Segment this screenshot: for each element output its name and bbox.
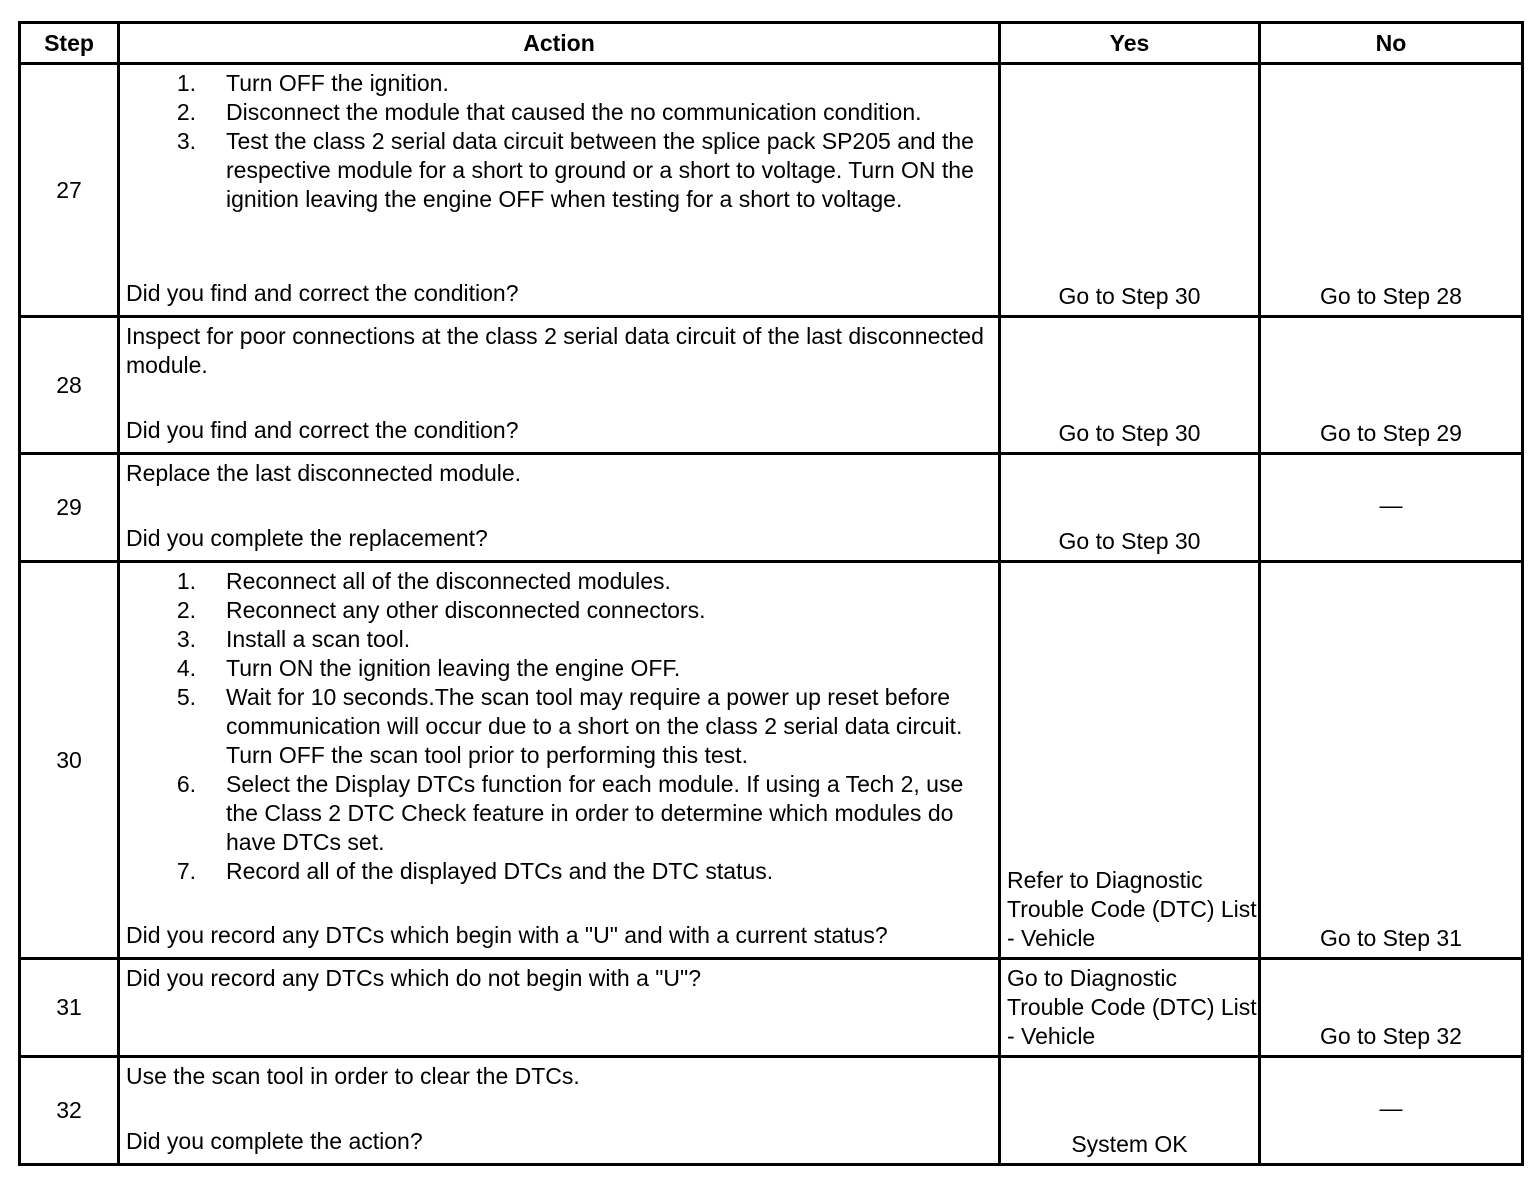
list-item: 4. Turn ON the ignition leaving the engine OFF. — [176, 655, 681, 681]
question: Did you record any DTCs which begin with a "U" and with a current status? — [126, 922, 888, 948]
step-number: 30 — [20, 562, 119, 959]
action-cell — [119, 454, 1000, 562]
header-yes: Yes — [1000, 23, 1260, 64]
step-number: 29 — [20, 454, 119, 562]
action-cell — [119, 64, 1000, 317]
action-text: Replace the last disconnected module. — [126, 460, 522, 486]
list-item: 1. Reconnect all of the disconnected modules. — [176, 568, 671, 594]
action-text: Inspect for poor connections at the class 2 serial data circuit of the last disconnected module. — [126, 323, 984, 378]
yes-result: Go to Step 30 — [1000, 454, 1260, 562]
yes-result: Refer to Diagnostic Trouble Code (DTC) List - Vehicle — [1000, 562, 1260, 959]
table-row — [20, 64, 1523, 317]
yes-result: Go to Step 30 — [1000, 317, 1260, 454]
question: Did you complete the replacement? — [126, 525, 488, 551]
step-number: 32 — [20, 1057, 119, 1165]
list-item: 1. Turn OFF the ignition. — [176, 70, 449, 96]
no-result: Go to Step 31 — [1260, 562, 1523, 959]
action-cell — [119, 562, 1000, 959]
list-item: 2. Reconnect any other disconnected connectors. — [176, 597, 706, 623]
no-result: Go to Step 32 — [1260, 959, 1523, 1057]
action-steps — [126, 567, 990, 886]
table-row — [20, 959, 1523, 1057]
step-number: 31 — [20, 959, 119, 1057]
no-result: — — [1260, 1057, 1523, 1165]
header-step: Step — [20, 23, 119, 64]
action-cell — [119, 317, 1000, 454]
header-row — [20, 23, 1523, 64]
step-number: 27 — [20, 64, 119, 317]
action-text: Did you record any DTCs which do not begin with a "U"? — [126, 965, 701, 991]
list-item: 2. Disconnect the module that caused the no communication condition. — [176, 99, 922, 125]
yes-result: Go to Step 30 — [1000, 64, 1260, 317]
header-no: No — [1260, 23, 1523, 64]
table-row — [20, 454, 1523, 562]
no-result: Go to Step 28 — [1260, 64, 1523, 317]
yes-result: Go to Diagnostic Trouble Code (DTC) List - Vehicle — [1000, 959, 1260, 1057]
list-item: 6. Select the Display DTCs function for each module. If using a Tech 2, use the Class 2 DTC Check feature in order to determine which modules do have DTCs set. — [176, 771, 964, 855]
action-cell — [119, 1057, 1000, 1165]
list-item: 3. Install a scan tool. — [176, 626, 411, 652]
no-result: — — [1260, 454, 1523, 562]
table-row — [20, 317, 1523, 454]
table-row — [20, 1057, 1523, 1165]
question: Did you find and correct the condition? — [126, 417, 519, 443]
no-result: Go to Step 29 — [1260, 317, 1523, 454]
step-number: 28 — [20, 317, 119, 454]
header-action: Action — [119, 23, 1000, 64]
question: Did you find and correct the condition? — [126, 280, 519, 306]
list-item: 3. Test the class 2 serial data circuit between the splice pack SP205 and the respective module for a short to ground or a short to voltage. Turn ON the ignition leaving the engine OFF when testing for a short to voltage. — [176, 128, 974, 212]
yes-result: System OK — [1000, 1057, 1260, 1165]
diagnostic-table — [18, 21, 1524, 1166]
action-steps — [126, 69, 990, 214]
list-item: 7. Record all of the displayed DTCs and the DTC status. — [176, 858, 774, 884]
question: Did you complete the action? — [126, 1128, 423, 1154]
action-cell — [119, 959, 1000, 1057]
action-text: Use the scan tool in order to clear the DTCs. — [126, 1063, 580, 1089]
table-row — [20, 562, 1523, 959]
list-item: 5. Wait for 10 seconds.The scan tool may require a power up reset before communication will occur due to a short on the class 2 serial data circuit. Turn OFF the scan tool prior to performing this test. — [176, 684, 963, 768]
